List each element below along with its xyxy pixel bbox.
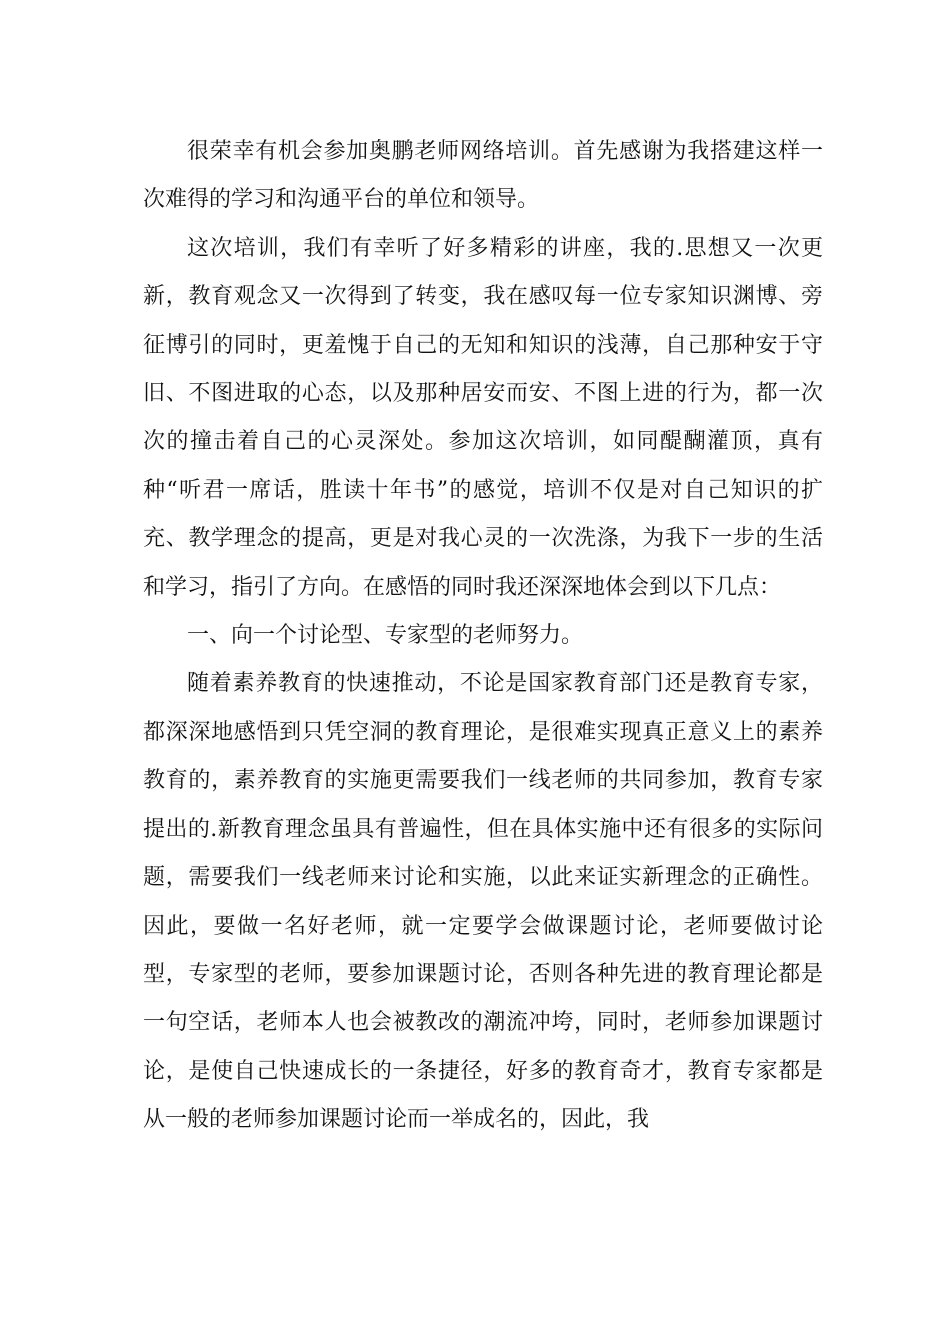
paragraph-training-reflection: 这次培训，我们有幸听了好多精彩的讲座，我的.思想又一次更新，教育观念又一次得到了转变，我在感叹每一位专家知识渊博、旁征博引的同时，更羞愧于自己的无知和知识的浅薄，自己那种安于守旧、不图进取的心态，以及那种居安而安、不图上进的行为，都一次次的撞击着自己的心灵深处。参加这次培训，如同醍醐灌顶，真有种“听君一席话，胜读十年书”的感觉，培训不仅是对自己知识的扩充、教学理念的提高，更是对我心灵的一次洗涤，为我下一步的生活和学习，指引了方向。在感悟的同时我还深深地体会到以下几点： — [143, 235, 823, 600]
section-heading-1: 一、向一个讨论型、专家型的老师努力。 — [187, 623, 584, 649]
paragraph-intro: 很荣幸有机会参加奥鹏老师网络培训。首先感谢为我搭建这样一次难得的学习和沟通平台的单位和领导。 — [143, 139, 823, 213]
paragraph-research-teacher: 随着素养教育的快速推动，不论是国家教育部门还是教育专家，都深深地感悟到只凭空洞的教育理论，是很难实现真正意义上的素养教育的，素养教育的实施更需要我们一线老师的共同参加，教育专家提出的.新教育理念虽具有普遍性，但在具体实施中还有很多的实际问题，需要我们一线老师来讨论和实施，以此来证实新理念的正确性。因此，要做一名好老师，就一定要学会做课题讨论，老师要做讨论型，专家型的老师，要参加课题讨论，否则各种先进的教育理论都是一句空话，老师本人也会被教改的潮流冲垮，同时，老师参加课题讨论，是使自己快速成长的一条捷径，好多的教育奇才，教育专家都是从一般的老师参加课题讨论而一举成名的，因此，我 — [143, 671, 823, 1133]
document-body — [143, 128, 823, 1145]
